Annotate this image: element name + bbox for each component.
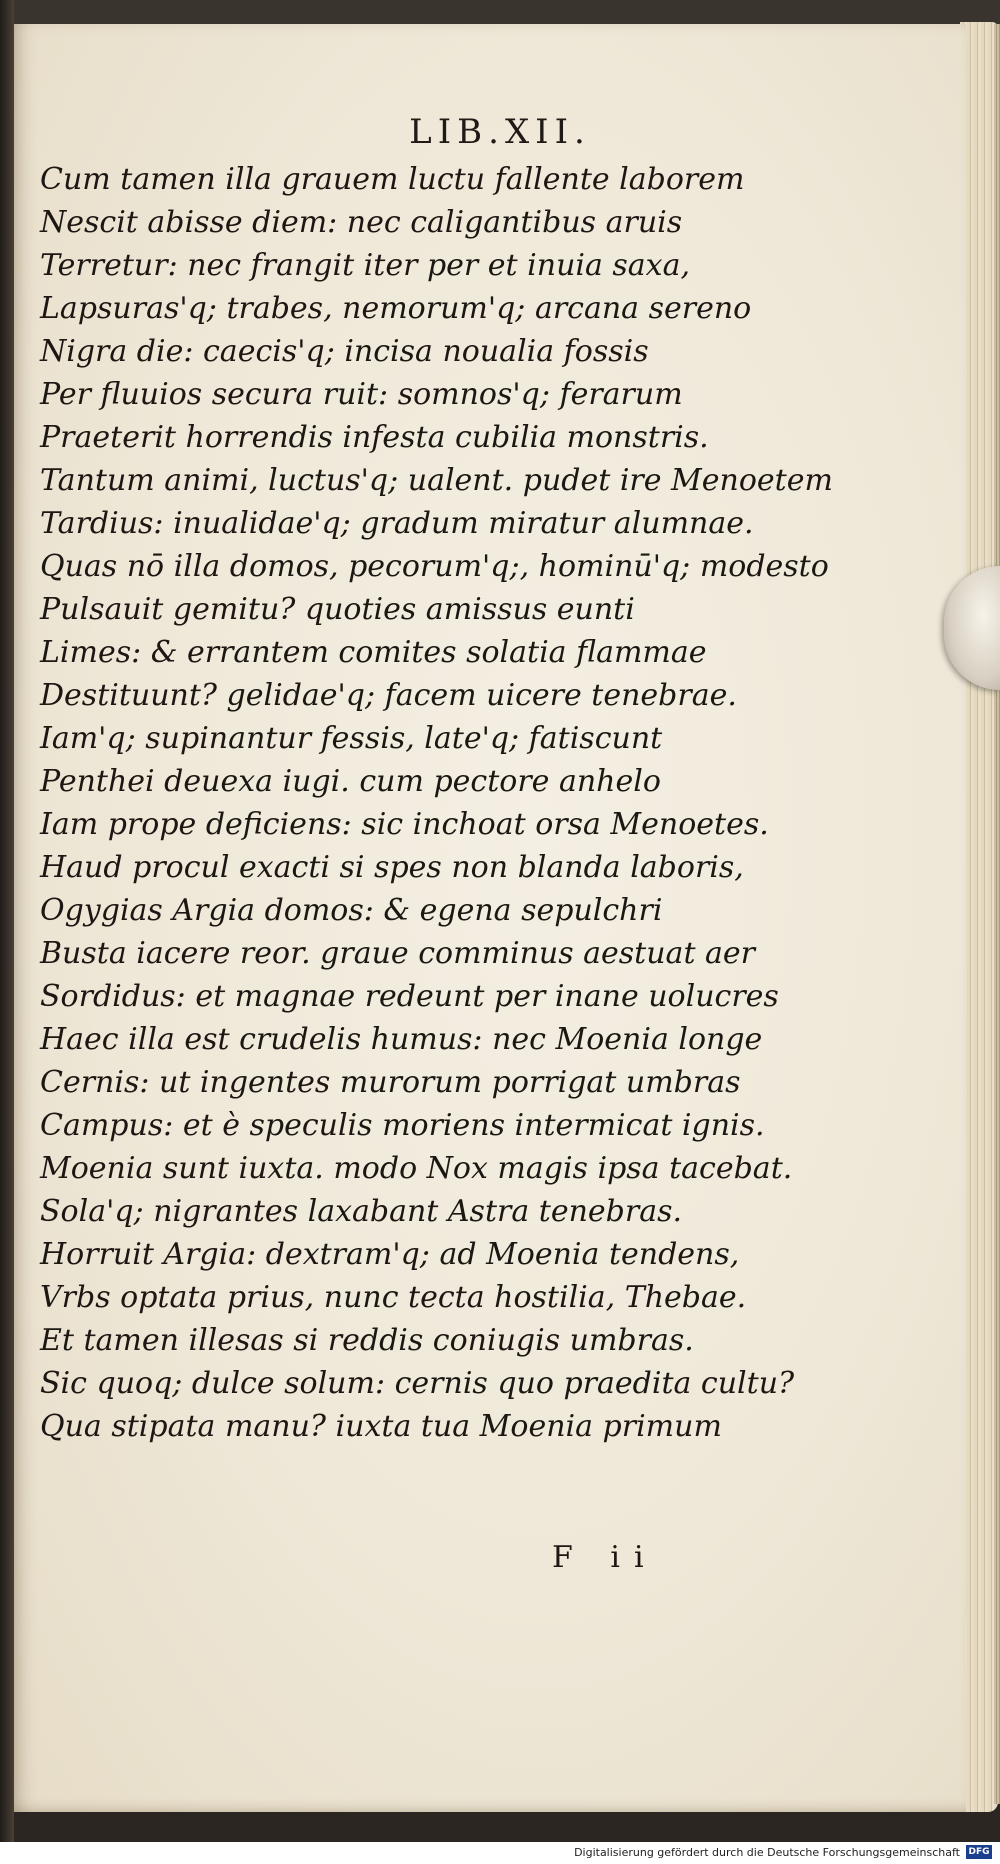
verse-line: Sic quoq; dulce solum: cernis quo praedita cultu? bbox=[40, 1366, 795, 1401]
digitization-credit: Digitalisierung gefördert durch die Deutsche Forschungsgemeinschaft bbox=[574, 1846, 960, 1859]
verse-line: Per fluuios secura ruit: somnos'q; ferarum bbox=[40, 377, 683, 412]
verse-line: Tantum animi, luctus'q; ualent. pudet ire Menoetem bbox=[40, 463, 833, 498]
verse-line: Sola'q; nigrantes laxabant Astra tenebras. bbox=[40, 1194, 683, 1229]
verse-line: Qua stipata manu? iuxta tua Moenia primum bbox=[40, 1409, 722, 1444]
verse-line: Ogygias Argia domos: & egena sepulchri bbox=[40, 893, 663, 928]
verse-line: Campus: et è speculis moriens intermicat ignis. bbox=[40, 1108, 765, 1143]
verse-line: Horruit Argia: dextram'q; ad Moenia tendens, bbox=[40, 1237, 740, 1272]
verse-line: Destituunt? gelidae'q; facem uicere tenebrae. bbox=[40, 678, 737, 713]
verse-line: Vrbs optata prius, nunc tecta hostilia, Thebae. bbox=[40, 1280, 747, 1315]
verse-line: Tardius: inualidae'q; gradum miratur alumnae. bbox=[40, 506, 754, 541]
book-block-edge bbox=[994, 24, 1000, 1804]
verse-line: Cernis: ut ingentes murorum porrigat umbras bbox=[40, 1065, 741, 1100]
verse-line: Haec illa est crudelis humus: nec Moenia longe bbox=[40, 1022, 763, 1057]
running-header: LIB.XII. bbox=[409, 112, 591, 152]
verse-line: Moenia sunt iuxta. modo Nox magis ipsa tacebat. bbox=[40, 1151, 793, 1186]
verse-line: Iam'q; supinantur fessis, late'q; fatiscunt bbox=[40, 721, 663, 756]
verse-line: Quas nō illa domos, pecorum'q;, hominū'q; modesto bbox=[40, 549, 829, 584]
verse-line: Penthei deuexa iugi. cum pectore anhelo bbox=[40, 764, 661, 799]
verse-text bbox=[40, 158, 833, 1448]
verse-line: Nescit abisse diem: nec caligantibus aruis bbox=[40, 205, 683, 240]
verse-line: Busta iacere reor. graue comminus aestuat aer bbox=[40, 936, 756, 971]
signature-mark: F ii bbox=[552, 1540, 658, 1575]
verse-line: Iam prope deficiens: sic inchoat orsa Menoetes. bbox=[40, 807, 769, 842]
verse-line: Sordidus: et magnae redeunt per inane uolucres bbox=[40, 979, 779, 1014]
verse-line: Haud procul exacti si spes non blanda laboris, bbox=[40, 850, 744, 885]
verse-line: Cum tamen illa grauem luctu fallente laborem bbox=[40, 162, 745, 197]
verse-line: Praeterit horrendis infesta cubilia monstris. bbox=[40, 420, 709, 455]
verse-line: Et tamen illesas si reddis coniugis umbras. bbox=[40, 1323, 694, 1358]
verse-line: Lapsuras'q; trabes, nemorum'q; arcana sereno bbox=[40, 291, 752, 326]
dfg-logo: DFG bbox=[966, 1845, 992, 1859]
binding-shadow bbox=[0, 0, 14, 1864]
verse-line: Pulsauit gemitu? quoties amissus eunti bbox=[40, 592, 635, 627]
verse-line: Limes: & errantem comites solatia flammae bbox=[40, 635, 707, 670]
verse-line: Terretur: nec frangit iter per et inuia saxa, bbox=[40, 248, 691, 283]
verse-line: Nigra die: caecis'q; incisa noualia fossis bbox=[40, 334, 649, 369]
